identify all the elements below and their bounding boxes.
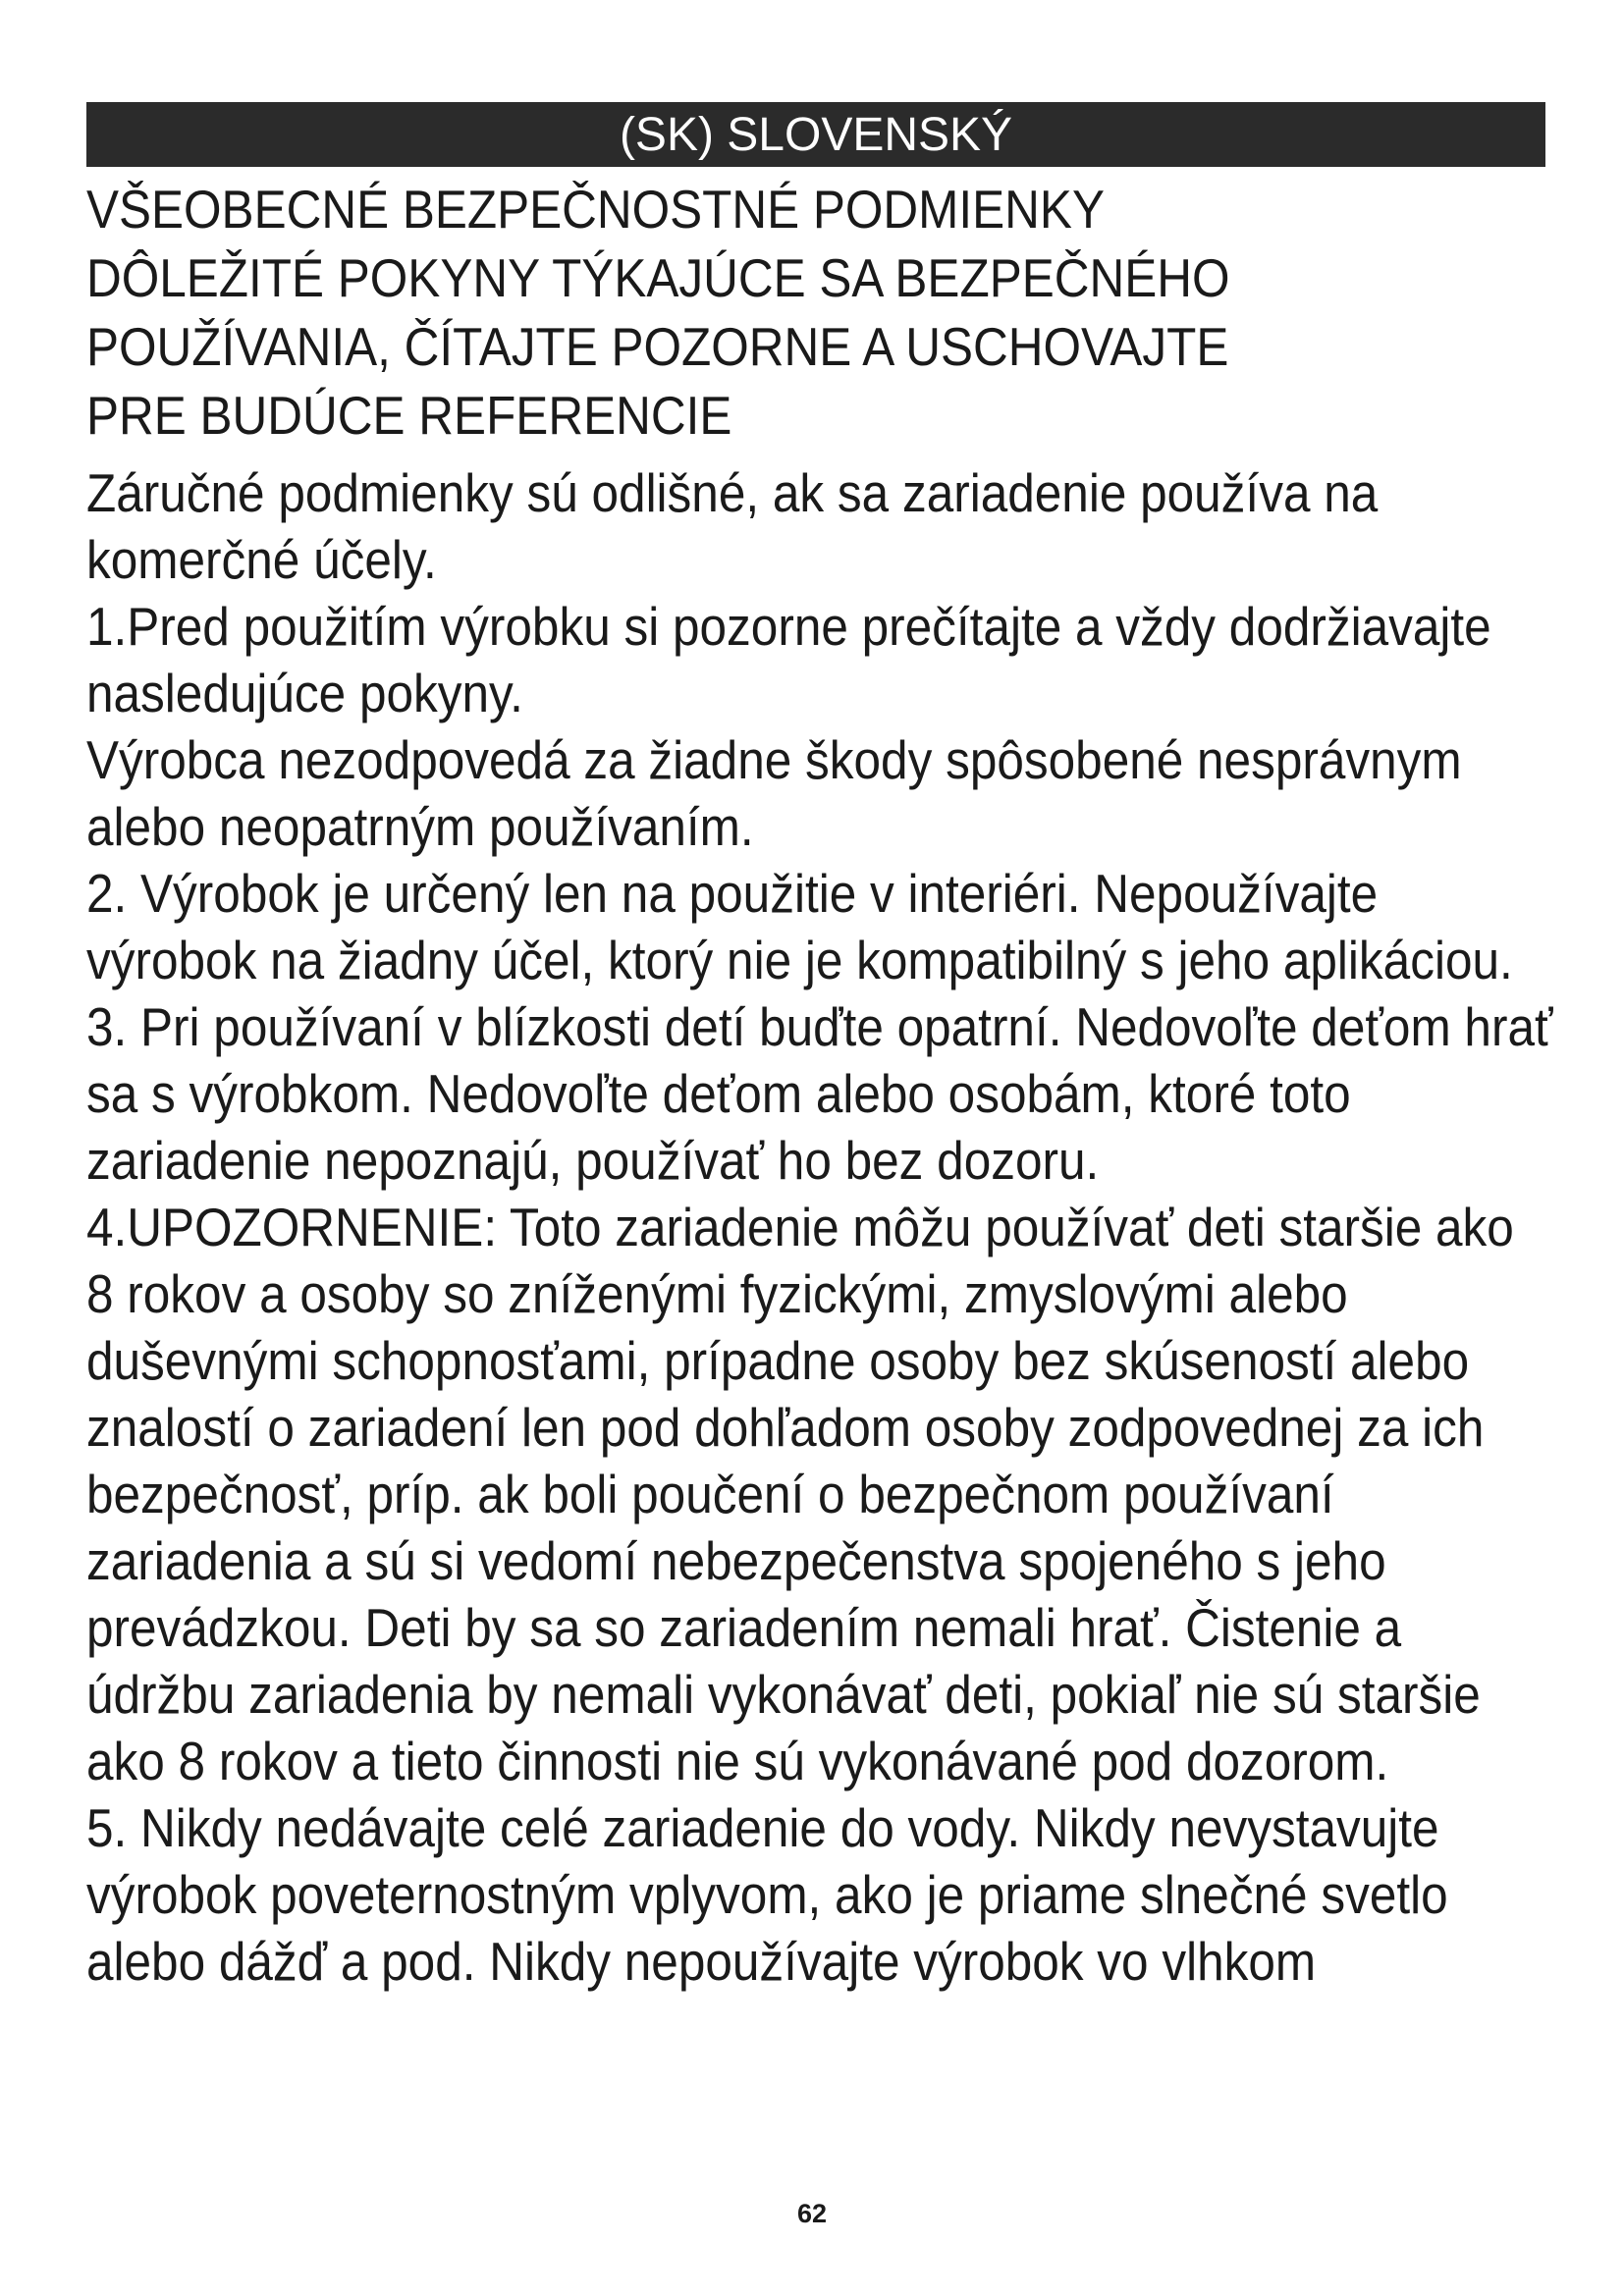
warranty-note: Záručné podmienky sú odlišné, ak sa zariadenie používa na komerčné účely. [86,462,1379,590]
title-line: VŠEOBECNÉ BEZPEČNOSTNÉ PODMIENKY [86,179,1105,240]
title-line: DÔLEŽITÉ POKYNY TÝKAJÚCE SA BEZPEČNÉHO [86,247,1230,308]
language-label: (SK) SLOVENSKÝ [619,108,1013,161]
manufacturer-disclaimer: Výrobca nezodpovedá za žiadne škody spôsobené nesprávnym alebo neopatrným používaním. [86,729,1462,857]
page-number: 62 [796,2199,828,2228]
instruction-item-2: 2. Výrobok je určený len na použitie v interiéri. Nepoužívajte výrobok na žiadny účel, ktorý nie je kompatibilný s jeho aplikáciou. [86,863,1513,990]
section-title [86,175,1559,459]
instruction-item-4: 4.UPOZORNENIE: Toto zariadenie môžu používať deti staršie ako 8 rokov a osoby so zníženými fyzickými, zmyslovými alebo duševnými schopnosťami, prípadne osoby bez skúseností alebo znalostí o zariadení len pod dohľadom osoby zodpovednej za ich bezpečnosť, príp. ak boli poučení o bezpečnom používaní zariadenia a sú si vedomí nebezpečenstva spojeného s jeho prevádzkou. Deti by sa so zariadením nemali hrať. Čistenie a údržbu zariadenia by nemali vykonávať deti, pokiaľ nie sú staršie ako 8 rokov a tieto činnosti nie sú vykonávané pod dozorom. [86,1197,1514,1791]
document-body [86,175,1559,1995]
title-line: POUŽÍVANIA, ČÍTAJTE POZORNE A USCHOVAJTE [86,316,1229,377]
title-line: PRE BUDÚCE REFERENCIE [86,385,732,446]
instruction-item-1: 1.Pred použitím výrobku si pozorne prečítajte a vždy dodržiavajte nasledujúce pokyny. [86,596,1491,723]
instruction-item-5: 5. Nikdy nedávajte celé zariadenie do vody. Nikdy nevystavujte výrobok poveternostným vplyvom, ako je priame slnečné svetlo alebo dážď a pod. Nikdy nepoužívajte výrobok vo vlhkom [86,1797,1448,1992]
language-header-bar [86,102,1545,167]
instruction-item-3: 3. Pri používaní v blízkosti detí buďte opatrní. Nedovoľte deťom hrať sa s výrobkom. Nedovoľte deťom alebo osobám, ktoré toto zariadenie nepoznajú, používať ho bez dozoru. [86,996,1553,1191]
